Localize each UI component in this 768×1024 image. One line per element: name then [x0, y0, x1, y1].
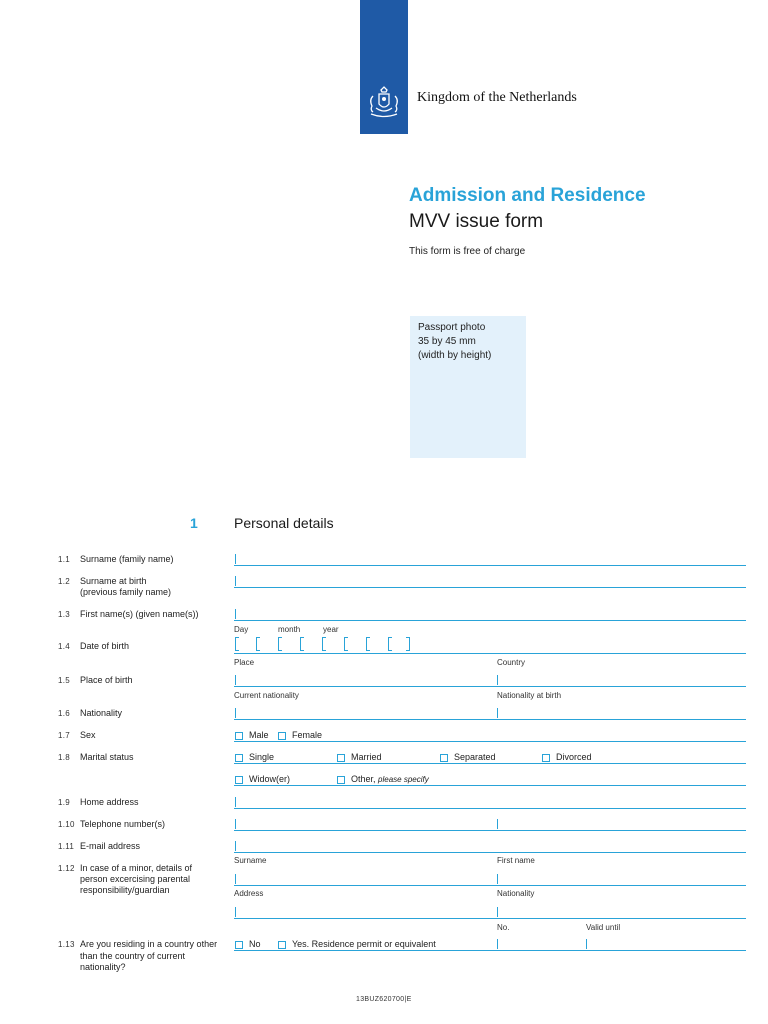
guardian-address-label: Address: [234, 889, 264, 898]
country-label: Country: [497, 658, 526, 667]
marital-status-line: [234, 763, 746, 764]
day-label: Day: [234, 625, 249, 634]
nationality-at-birth-label: Nationality at birth: [497, 691, 562, 700]
month-label: month: [278, 625, 301, 634]
q-label-home-address: Home address: [80, 797, 139, 807]
female-checkbox[interactable]: [278, 732, 286, 740]
q-number: 1.5: [58, 676, 71, 685]
input-cursor: [235, 576, 236, 586]
q-number: 1.7: [58, 731, 71, 740]
q-number: 1.3: [58, 610, 71, 619]
surname-at-birth-field[interactable]: [234, 587, 746, 588]
form-code: 13BUZ620700|E: [356, 996, 412, 1003]
input-cursor: [235, 609, 236, 619]
photo-label-line2: 35 by 45 mm: [418, 336, 476, 347]
male-option-label: Male: [249, 730, 269, 740]
q-label-email: E-mail address: [80, 841, 141, 851]
form-subtitle: MVV issue form: [409, 211, 544, 232]
current-nationality-label: Current nationality: [234, 691, 299, 700]
home-address-field[interactable]: [234, 808, 746, 809]
input-cursor: [497, 939, 498, 949]
free-of-charge-note: This form is free of charge: [409, 246, 526, 257]
q-label-telephone: Telephone number(s): [80, 819, 166, 829]
guardian-address-field[interactable]: [234, 918, 746, 919]
permit-number-label: No.: [497, 923, 510, 932]
other-checkbox[interactable]: [337, 776, 345, 784]
q-label-residing: Are you residing in a country other: [80, 939, 218, 949]
q-label-residing-2: than the country of current: [80, 951, 186, 961]
q-number: 1.8: [58, 753, 71, 762]
surname-field[interactable]: [234, 565, 746, 566]
q-label-first-names: First name(s) (given name(s)): [80, 609, 199, 619]
single-checkbox[interactable]: [235, 754, 243, 762]
form-title: Admission and Residence: [409, 185, 646, 206]
passport-photo-box[interactable]: [410, 316, 526, 458]
female-option-label: Female: [292, 730, 323, 740]
q-number: 1.13: [58, 940, 75, 949]
dob-field[interactable]: [234, 653, 746, 654]
input-cursor: [235, 841, 236, 851]
q-label-surname-birth: Surname at birth: [80, 576, 147, 586]
q-number: 1.6: [58, 709, 71, 718]
email-field[interactable]: [234, 852, 746, 853]
q-label-guardian: In case of a minor, details of: [80, 863, 193, 873]
section-title: Personal details: [234, 515, 334, 531]
photo-label-line3: (width by height): [418, 350, 492, 361]
dob-day-box[interactable]: [256, 637, 260, 651]
dob-year-box[interactable]: [322, 637, 326, 651]
guardian-nationality-label: Nationality: [497, 889, 535, 898]
q-label-surname-birth-2: (previous family name): [80, 587, 172, 597]
dob-month-box[interactable]: [278, 637, 282, 651]
q-label-residing-3: nationality?: [80, 962, 126, 972]
sex-field-line: [234, 741, 746, 742]
q-label-sex: Sex: [80, 730, 96, 740]
single-option-label: Single: [249, 752, 275, 762]
widower-checkbox[interactable]: [235, 776, 243, 784]
dob-year-box[interactable]: [366, 637, 370, 651]
input-cursor: [235, 797, 236, 807]
residing-yes-checkbox[interactable]: [278, 941, 286, 949]
input-cursor: [235, 907, 236, 917]
widower-option-label: Widow(er): [249, 774, 291, 784]
dob-year-box[interactable]: [344, 637, 348, 651]
q-label-guardian-3: responsibility/guardian: [80, 885, 170, 895]
telephone-field[interactable]: [234, 830, 746, 831]
residing-yes-label: Yes. Residence permit or equivalent: [292, 939, 436, 949]
residing-no-label: No: [249, 939, 261, 949]
q-number: 1.9: [58, 798, 71, 807]
male-checkbox[interactable]: [235, 732, 243, 740]
q-label-dob: Date of birth: [80, 641, 130, 651]
q-number: 1.1: [58, 555, 71, 564]
other-option-label: [351, 774, 429, 784]
q-number: 1.11: [58, 842, 75, 851]
dob-day-box[interactable]: [235, 637, 239, 651]
divorced-option-label: Divorced: [556, 752, 592, 762]
q-label-surname: Surname (family name): [80, 554, 174, 564]
input-cursor: [235, 874, 236, 884]
q-number: 1.12: [58, 864, 75, 873]
marital-other-field[interactable]: [234, 785, 746, 786]
q-label-marital-status: Marital status: [80, 752, 134, 762]
input-cursor: [497, 675, 498, 685]
q-label-guardian-2: person excercising parental: [80, 874, 191, 884]
input-cursor: [586, 939, 587, 949]
dob-month-box[interactable]: [300, 637, 304, 651]
dob-bracket-end: [406, 637, 410, 651]
guardian-first-name-label: First name: [497, 856, 535, 865]
q-label-nationality: Nationality: [80, 708, 123, 718]
please-specify-text: please specify: [378, 775, 429, 784]
divorced-checkbox[interactable]: [542, 754, 550, 762]
photo-label-line1: Passport photo: [418, 322, 486, 333]
guardian-name-field[interactable]: [234, 885, 746, 886]
residing-no-checkbox[interactable]: [235, 941, 243, 949]
valid-until-label: Valid until: [586, 923, 621, 932]
guardian-surname-label: Surname: [234, 856, 267, 865]
q-number: 1.4: [58, 642, 71, 651]
place-label: Place: [234, 658, 255, 667]
residence-permit-field[interactable]: [234, 950, 746, 951]
input-cursor: [497, 819, 498, 829]
separated-option-label: Separated: [454, 752, 496, 762]
married-option-label: Married: [351, 752, 382, 762]
dob-year-box[interactable]: [388, 637, 392, 651]
input-cursor: [235, 554, 236, 564]
separated-checkbox[interactable]: [440, 754, 448, 762]
married-checkbox[interactable]: [337, 754, 345, 762]
q-number: 1.10: [58, 820, 75, 829]
input-cursor: [235, 708, 236, 718]
other-text: Other,: [351, 774, 379, 784]
input-cursor: [235, 819, 236, 829]
q-label-place-of-birth: Place of birth: [80, 675, 133, 685]
input-cursor: [497, 907, 498, 917]
input-cursor: [235, 675, 236, 685]
year-label: year: [323, 625, 339, 634]
royal-coat-of-arms-icon: [362, 84, 406, 124]
section-number: 1: [190, 515, 198, 531]
q-number: 1.2: [58, 577, 71, 586]
first-names-field[interactable]: [234, 620, 746, 621]
nationality-field[interactable]: [234, 719, 746, 720]
org-name: Kingdom of the Netherlands: [417, 90, 577, 105]
input-cursor: [497, 874, 498, 884]
input-cursor: [497, 708, 498, 718]
place-of-birth-field[interactable]: [234, 686, 746, 687]
